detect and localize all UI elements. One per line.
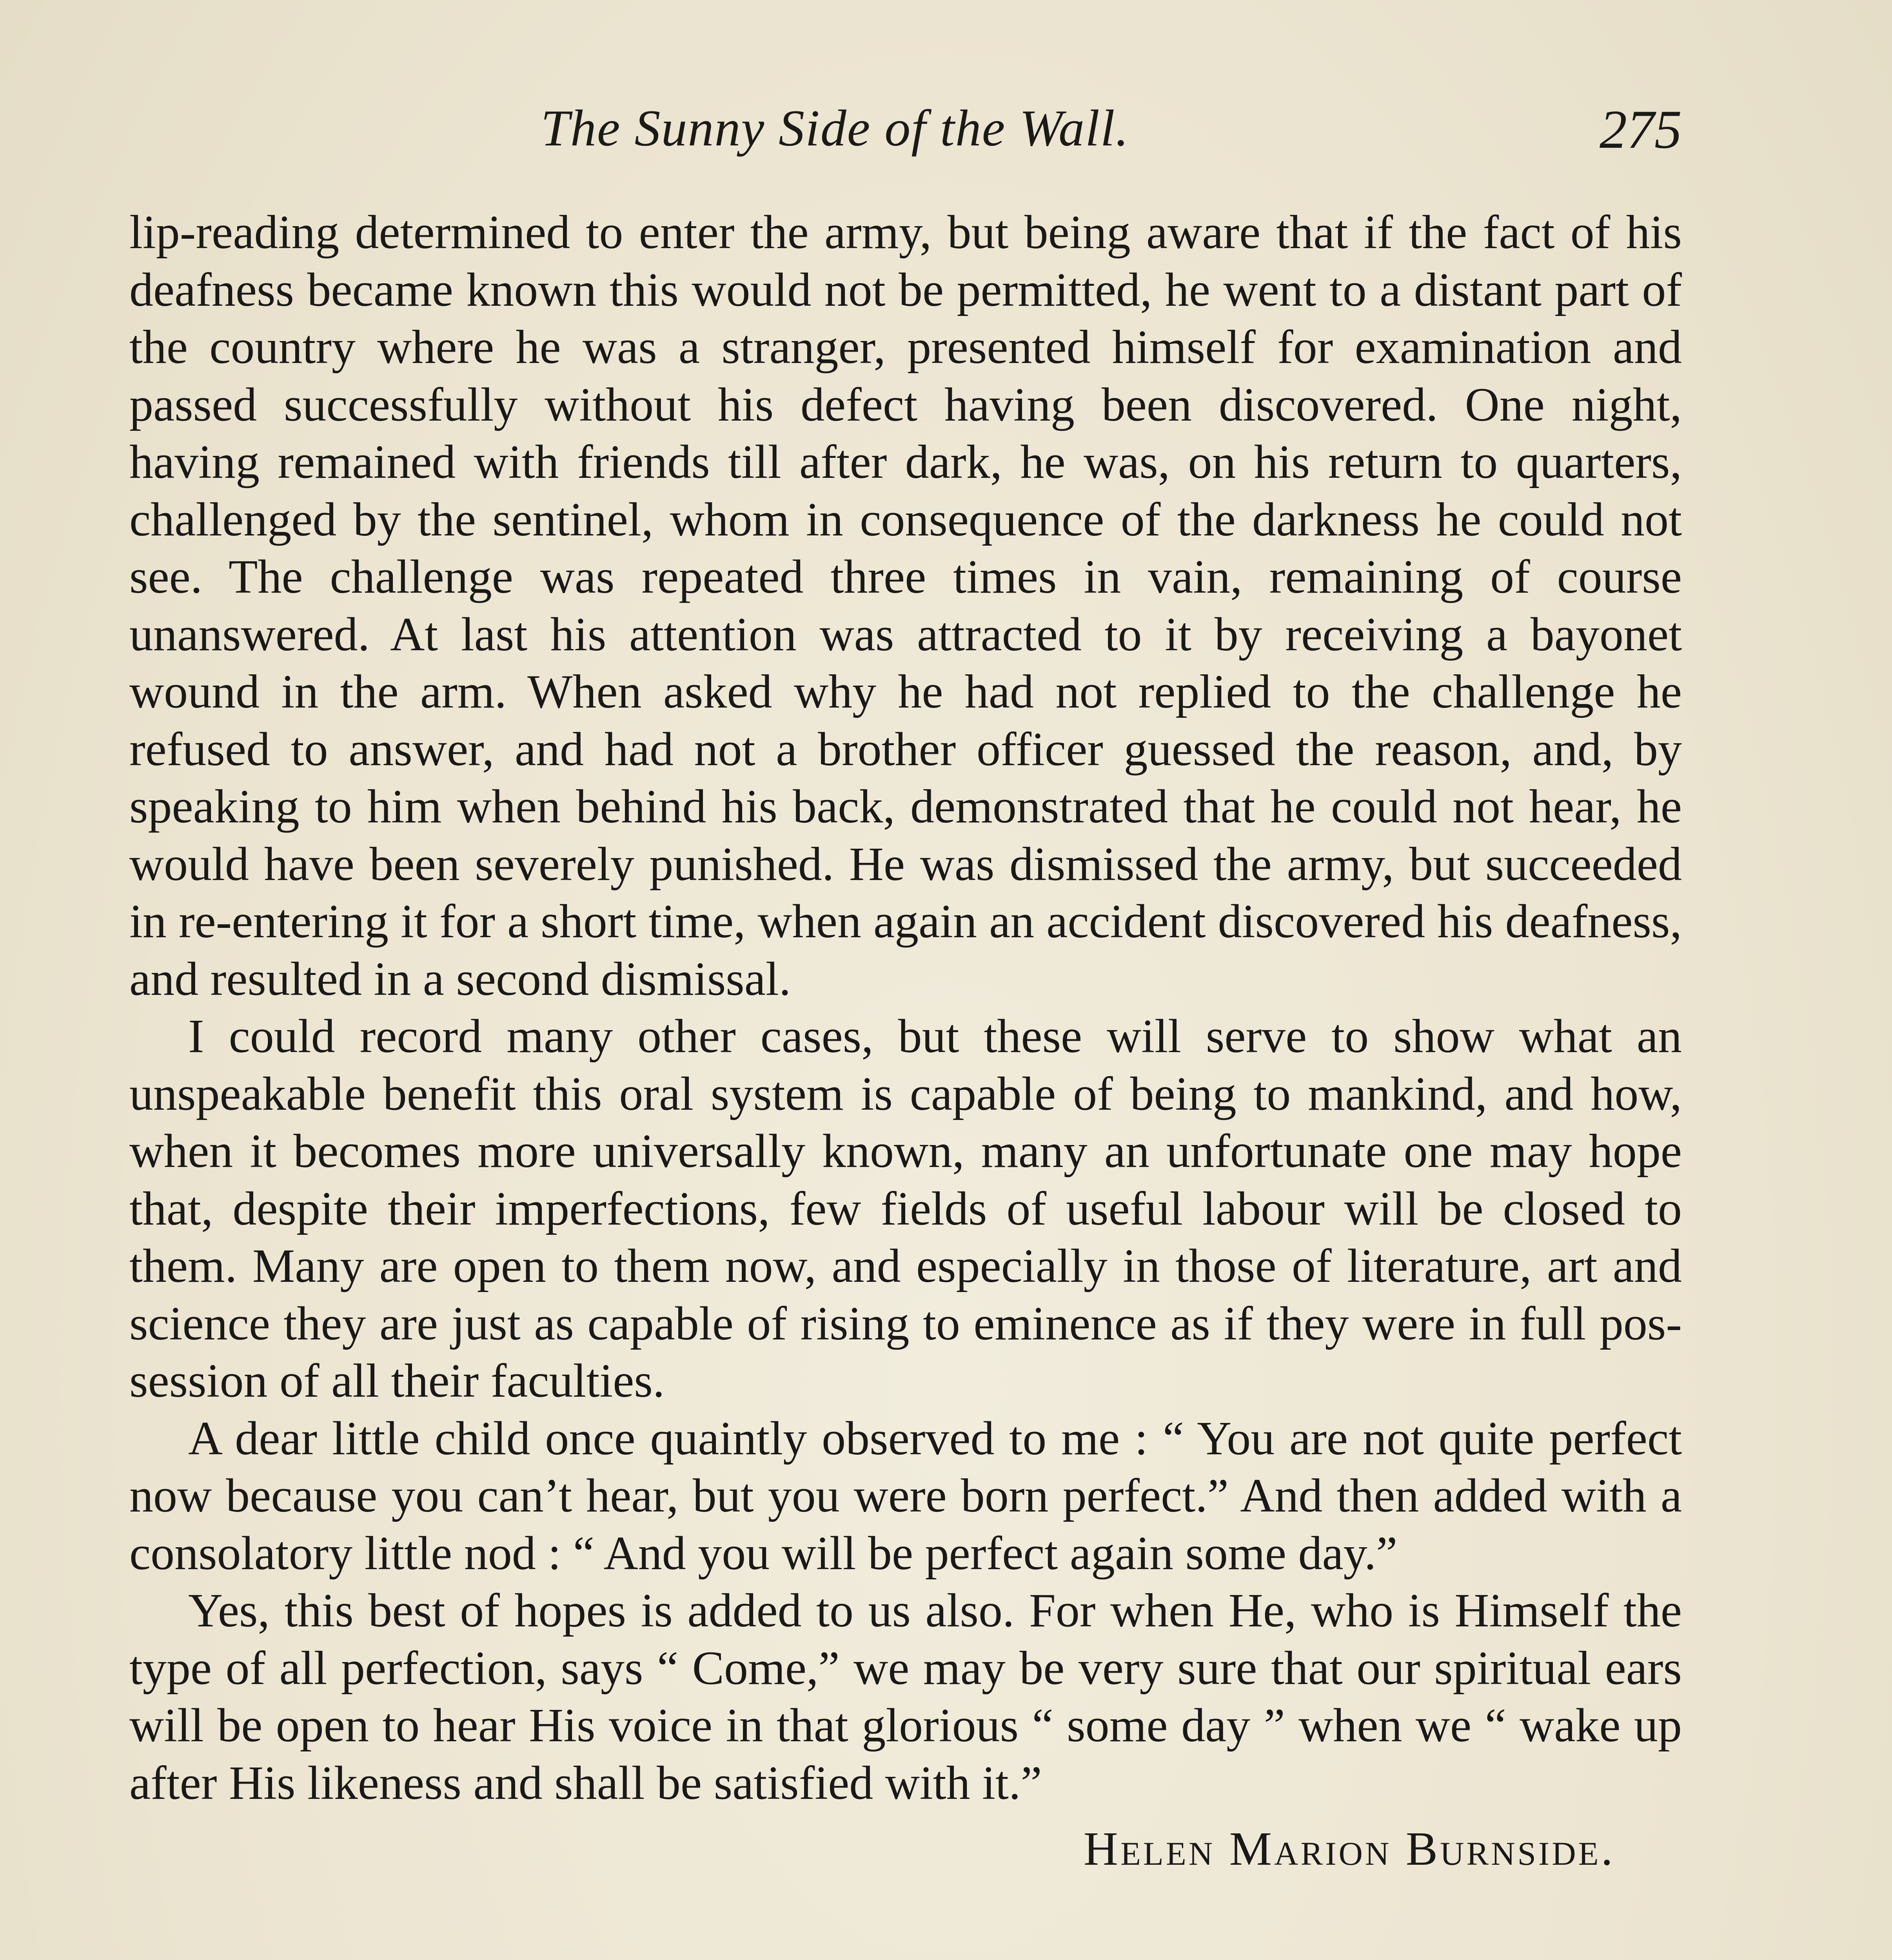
paragraph-2: I could record many other cases, but these will serve to show what an unspeakable benefit this oral system is capable of being to mankind, and how, when it becomes more universally known, many an unfortunate one may hope that, despite their imperfections, few fields of useful labour will be closed to them. Many are open to them now, and especially in those of literature, art and science they are just as capable of rising to eminence as if they were in full possession of all their faculties. bbox=[129, 1010, 1682, 1407]
paragraph-4: Yes, this best of hopes is added to us also. For when He, who is Himself the type of all perfection, says “ Come,” we may be very sure that our spiritual ears will be open to hear His voice in that glorious “ some day ” when we “ wake up after His likeness and shall be satisfied with it.” bbox=[129, 1584, 1682, 1809]
paragraph-1: lip-reading determined to enter the army, but being aware that if the fact of his deafness became known this would not be permitted, he went to a distant part of the country where he was a stranger, presented himself for examination and passed successfully without his defect having been discovered. One night, having remained with friends till after dark, he was, on his return to quarters, challenged by the sentinel, whom in consequence of the darkness he could not see. The challenge was repeated three times in vain, remaining of course unanswered. At last his attention was attracted to it by receiving a bayonet wound in the arm. When asked why he had not replied to the challenge he refused to answer, and had not a brother officer guessed the reason, and, by speaking to him when behind his back, demonstrated that he could not hear, he would have been severely punished. He was dismissed the army, but succeeded in re-entering it for a short time, when again an accident discovered his deafness, and resulted in a second dismissal. bbox=[129, 206, 1682, 1005]
running-title: The Sunny Side of the Wall. bbox=[541, 99, 1129, 157]
running-header bbox=[129, 98, 1682, 161]
article-body bbox=[129, 204, 1682, 1878]
paragraph-3: A dear little child once quaintly observed to me : “ You are not quite perfect now because you can’t hear, but you were born perfect.” And then added with a consolatory little nod : “ And you will be perfect again some day.” bbox=[129, 1412, 1682, 1580]
page-number: 275 bbox=[1600, 99, 1682, 160]
author-signature: Helen Marion Burnside. bbox=[1083, 1822, 1615, 1875]
